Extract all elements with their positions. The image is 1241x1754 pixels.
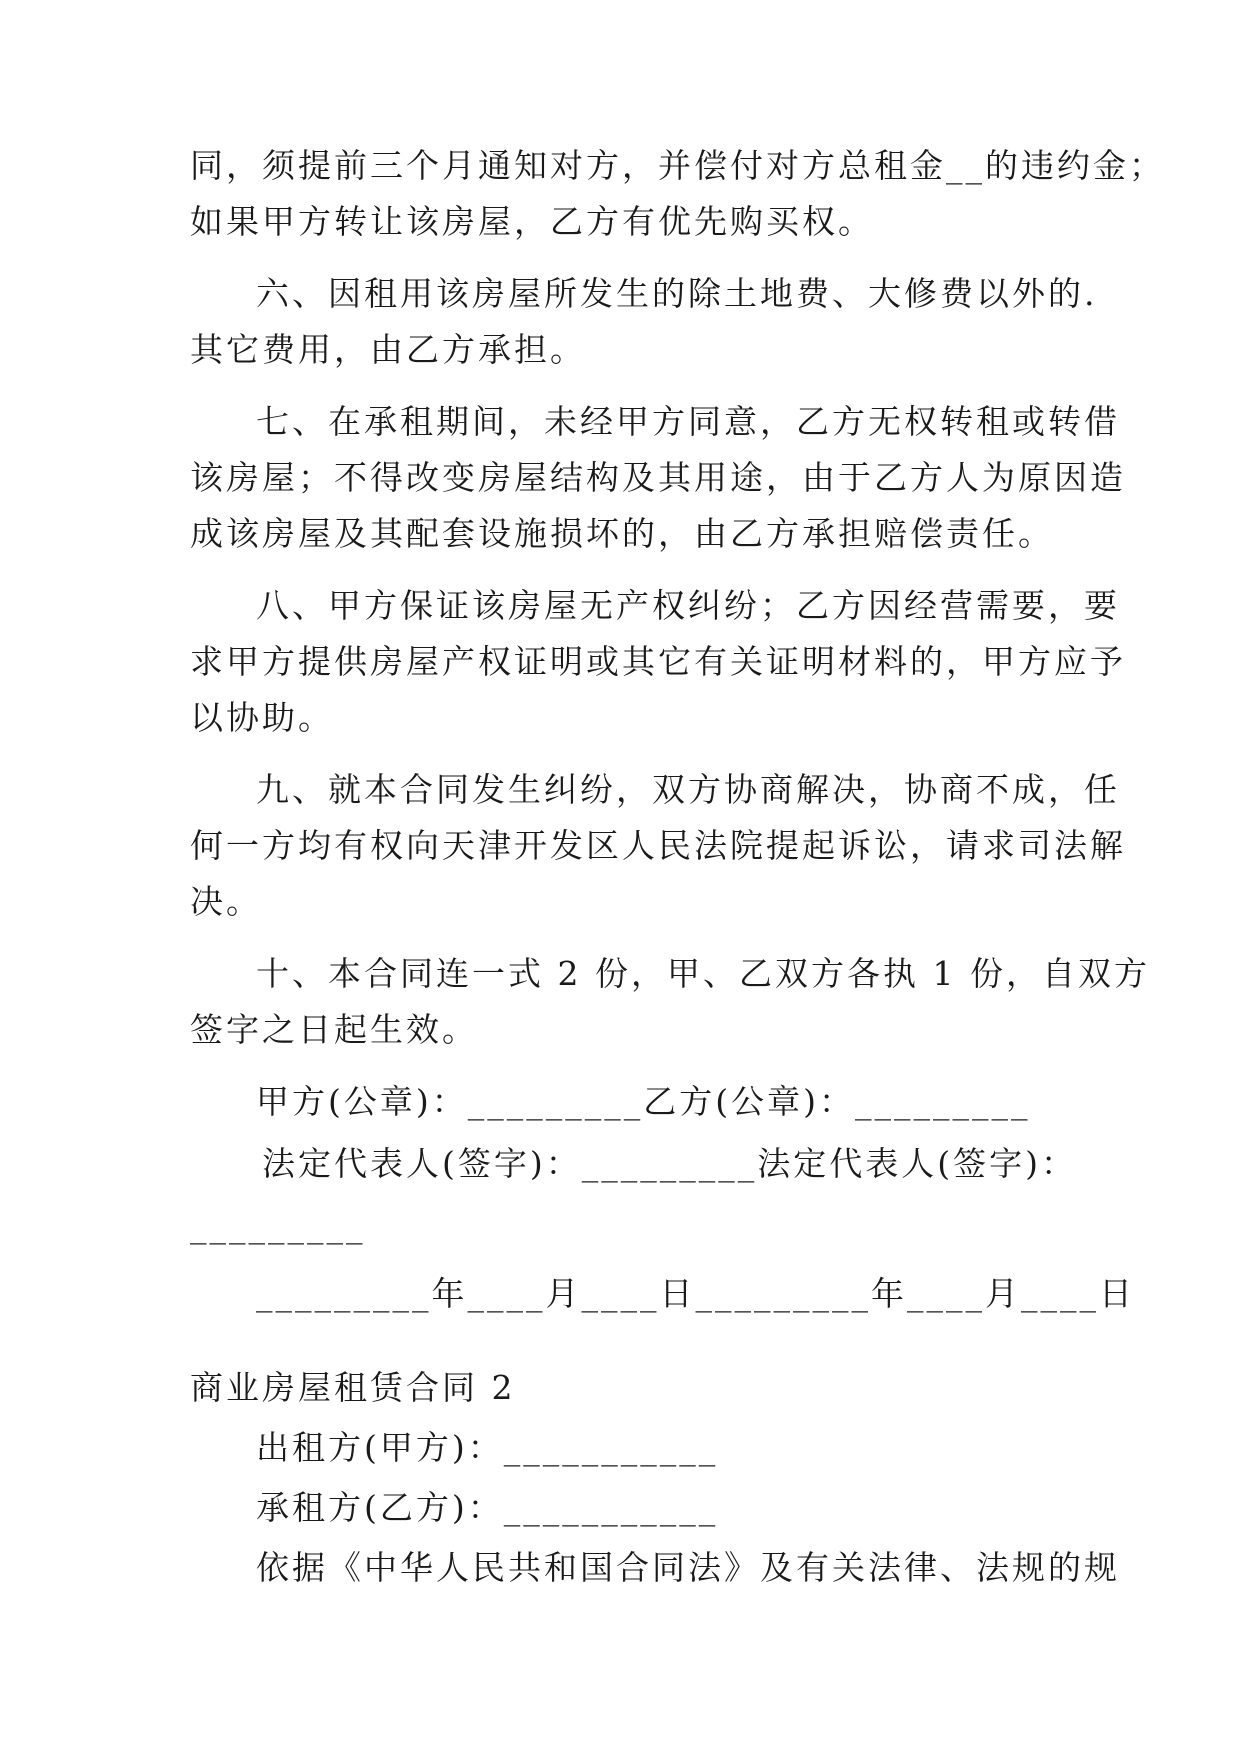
signature-date-line: _________年____月____日_________年____月____日 — [256, 1274, 1135, 1313]
clause-6-line-2: 其它费用，由乙方承担。 — [190, 330, 586, 369]
clause-8-line-3: 以协助。 — [190, 698, 334, 737]
preamble-line: 依据《中华人民共和国合同法》及有关法律、法规的规 — [256, 1548, 1120, 1587]
clause-8-line-2: 求甲方提供房屋产权证明或其它有关证明材料的，甲方应予 — [190, 642, 1126, 681]
signature-representative-line: 法定代表人(签字)：_________法定代表人(签字)： — [262, 1144, 1077, 1183]
clause-8-line-1: 八、甲方保证该房屋无产权纠纷；乙方因经营需要，要 — [256, 586, 1120, 625]
signature-blank-line: _________ — [190, 1206, 366, 1245]
clause-5-continued-line-1: 同，须提前三个月通知对方，并偿付对方总租金__的违约金； — [190, 146, 1165, 185]
clause-5-continued-line-2: 如果甲方转让该房屋，乙方有优先购买权。 — [190, 202, 874, 241]
clause-7-line-2: 该房屋；不得改变房屋结构及其用途，由于乙方人为原因造 — [190, 458, 1126, 497]
signature-seal-line: 甲方(公章)：_________乙方(公章)：_________ — [256, 1082, 1031, 1121]
clause-10-line-2: 签字之日起生效。 — [190, 1010, 478, 1049]
clause-10-line-1: 十、本合同连一式 2 份，甲、乙双方各执 1 份，自双方 — [256, 954, 1150, 993]
clause-9-line-3: 决。 — [190, 882, 262, 921]
section-title: 商业房屋租赁合同 2 — [190, 1368, 516, 1407]
clause-9-line-1: 九、就本合同发生纠纷，双方协商解决，协商不成，任 — [256, 770, 1120, 809]
lessor-line: 出租方(甲方)：___________ — [256, 1428, 719, 1467]
clause-6-line-1: 六、因租用该房屋所发生的除土地费、大修费以外的. — [256, 274, 1098, 313]
clause-7-line-3: 成该房屋及其配套设施损坏的，由乙方承担赔偿责任。 — [190, 514, 1054, 553]
clause-9-line-2: 何一方均有权向天津开发区人民法院提起诉讼，请求司法解 — [190, 826, 1126, 865]
clause-7-line-1: 七、在承租期间，未经甲方同意，乙方无权转租或转借 — [256, 402, 1120, 441]
lessee-line: 承租方(乙方)：___________ — [256, 1488, 719, 1527]
